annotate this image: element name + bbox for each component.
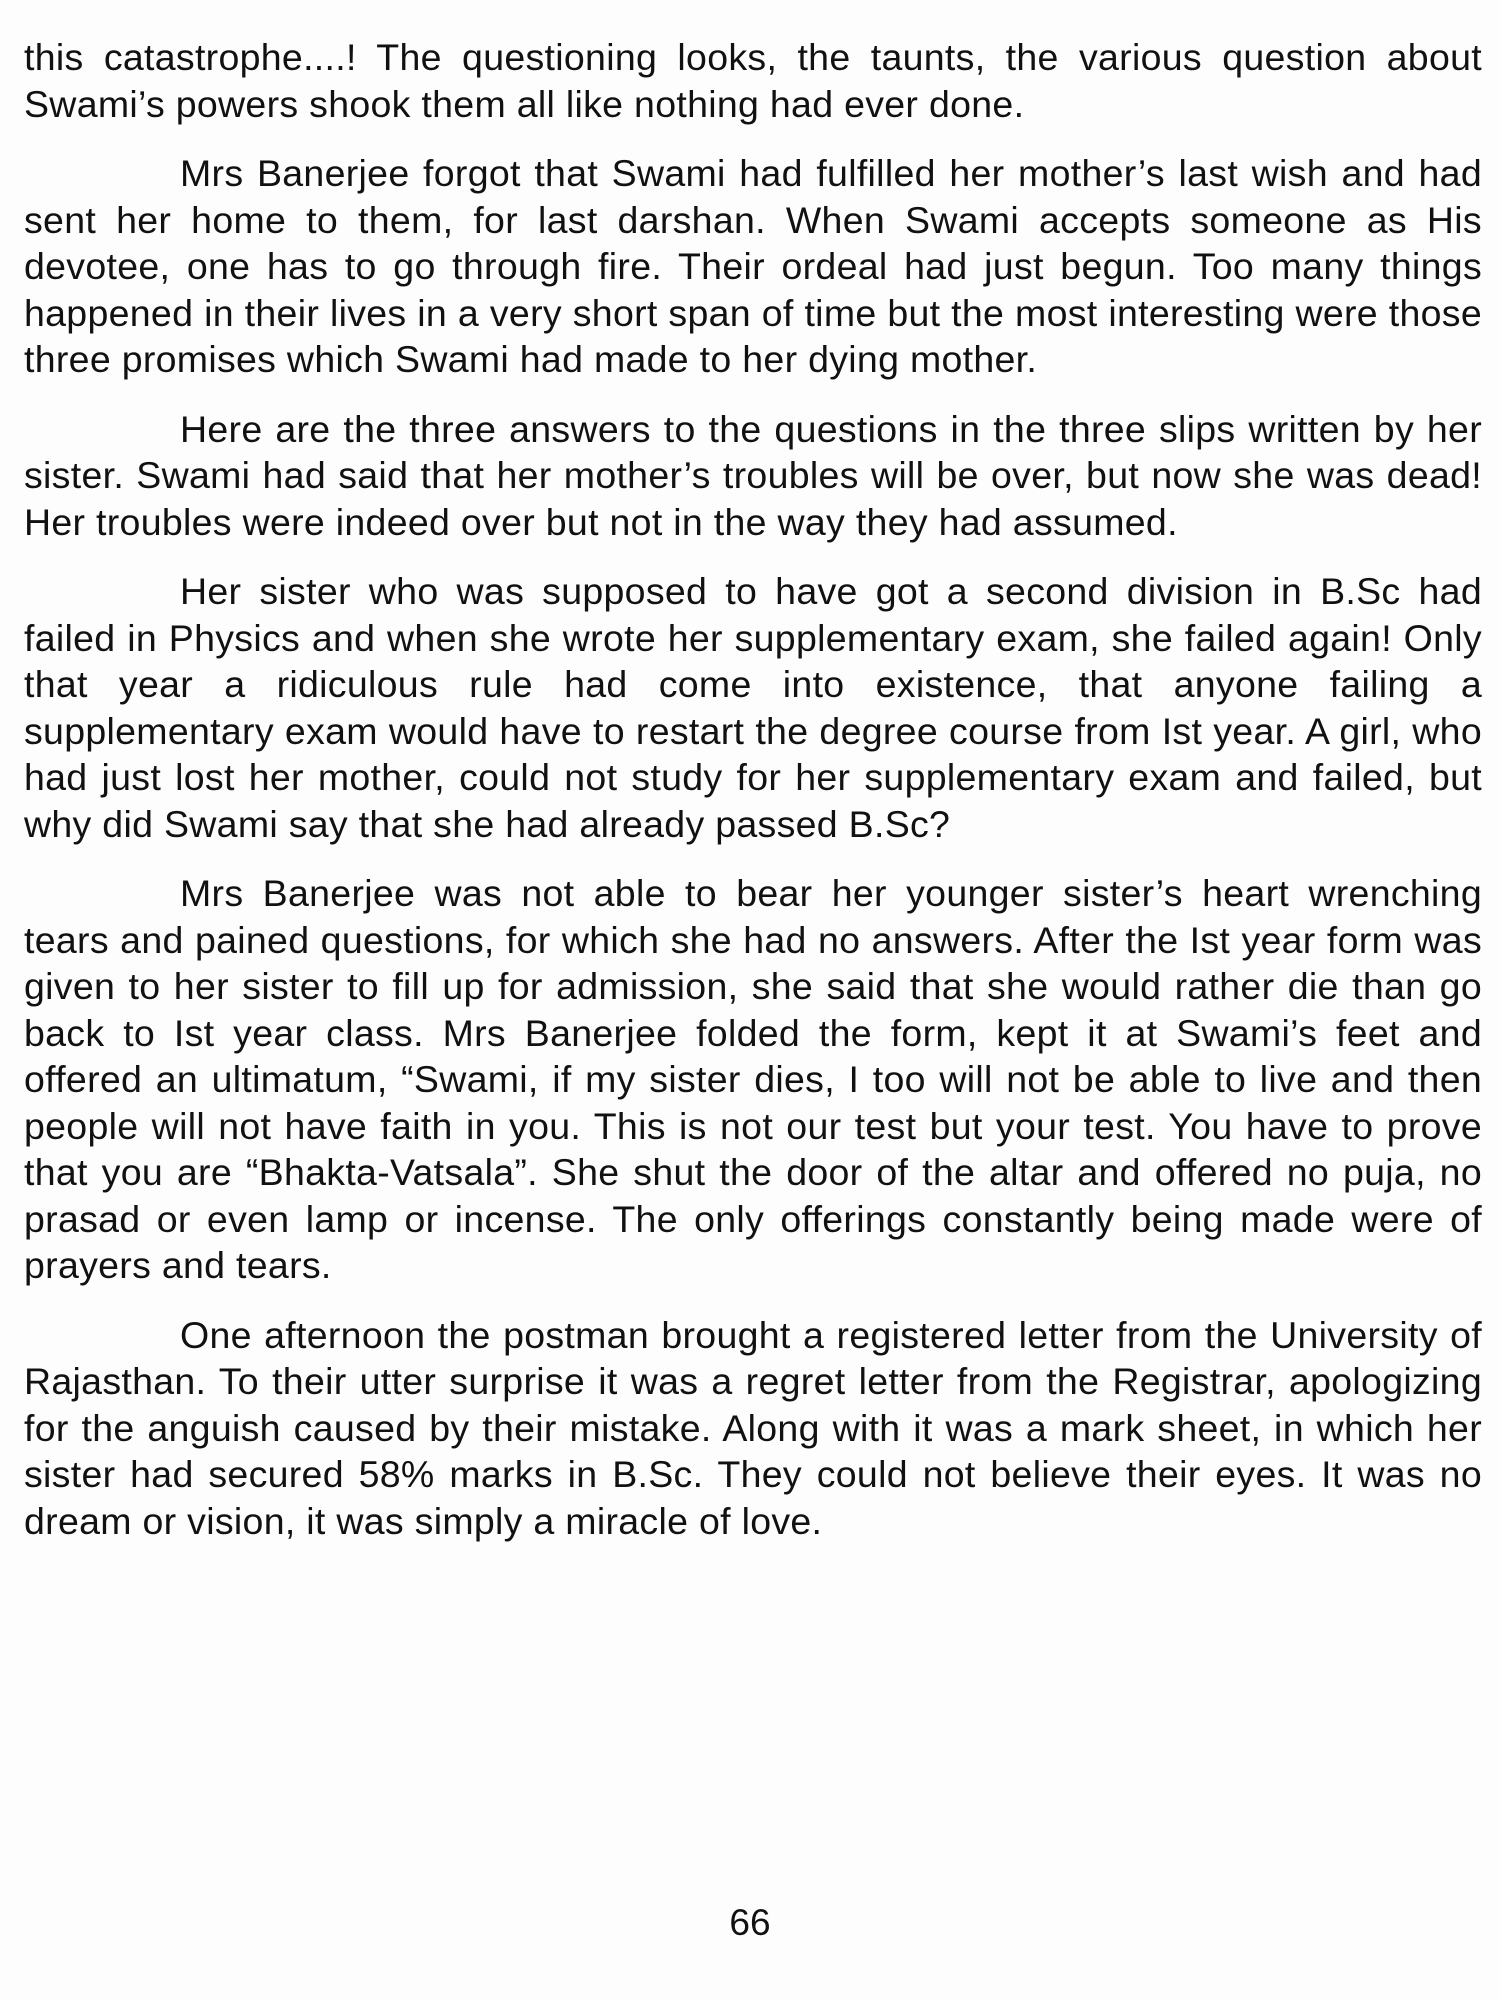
paragraph: One afternoon the postman brought a registered letter from the University of Rajasthan. To their utter surprise it was a regret letter from the Registrar, apologizing for the anguish caused by their mistake. Along with it was a mark sheet, in which her sister had secured 58% marks in B.Sc. They could not believe their eyes. It was no dream or vision, it was simply a miracle of love. [24,1313,1482,1542]
paragraph: Her sister who was supposed to have got a second division in B.Sc had failed in Physics and when she wrote her supplementary exam, she failed again! Only that year a ridiculous rule had come into existence, that anyone failing a supplementary exam would have to restart the degree course from Ist year. A girl, who had just lost her mother, could not study for her supplementary exam and failed, but why did Swami say that she had already passed B.Sc? [24,570,1482,845]
body-text [24,34,1482,1567]
paragraph-continuation: this catastrophe....! The questioning looks, the taunts, the various question about Swami’s powers shook them all like nothing had ever done. [24,36,1482,125]
paragraph: Here are the three answers to the questions in the three slips written by her sister. Swami had said that her mother’s troubles will be over, but now she was dead! Her troubles were indeed over but not in the way they had assumed. [24,407,1482,543]
paragraph: Mrs Banerjee forgot that Swami had fulfilled her mother’s last wish and had sent her home to them, for last darshan. When Swami accepts someone as His devotee, one has to go through fire. Their ordeal had just begun. Too many things happened in their lives in a very short span of time but the most interesting were those three promises which Swami had made to her dying mother. [24,152,1482,380]
page-number: 66 [729,1902,771,1943]
paragraph: Mrs Banerjee was not able to bear her younger sister’s heart wrenching tears and pained questions, for which she had no answers. After the Ist year form was given to her sister to fill up for admission, she said that she would rather die than go back to Ist year class. Mrs Banerjee folded the form, kept it at Swami’s feet and offered an ultimatum, “Swami, if my sister dies, I too will not be able to live and then people will not have faith in you. This is not our test but your test. You have to prove that you are “Bhakta-Vatsala”. She shut the door of the altar and offered no puja, no prasad or even lamp or incense. The only offerings constantly being made were of prayers and tears. [24,872,1482,1286]
